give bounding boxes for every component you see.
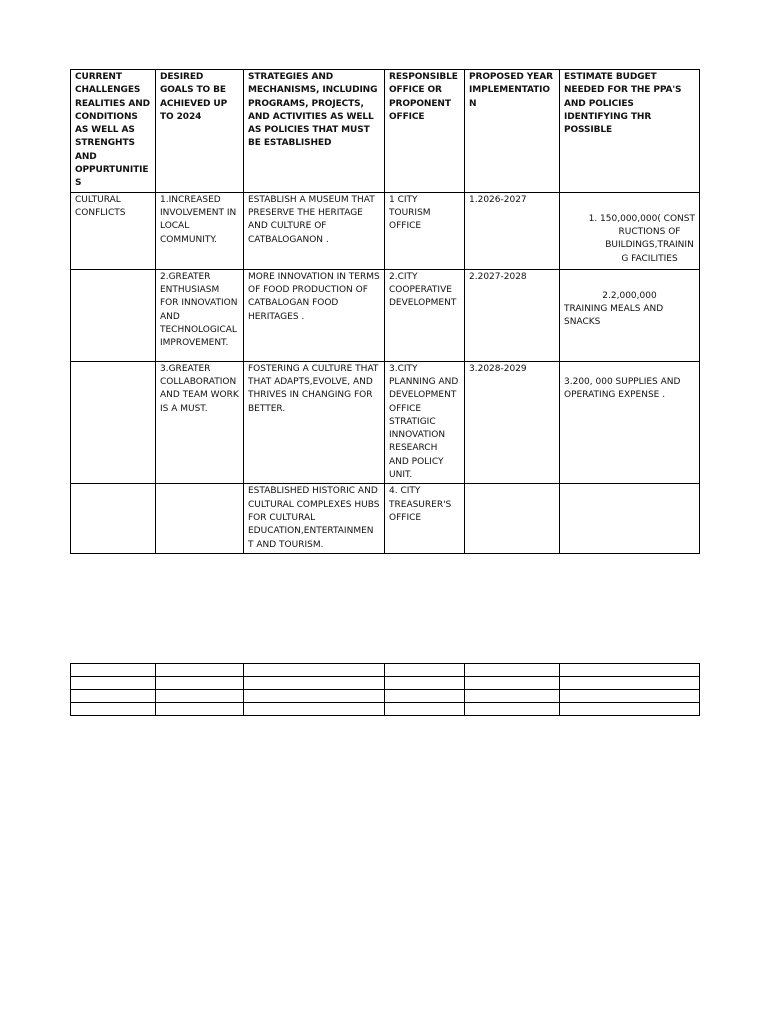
cell-budget: 3.200, 000 SUPPLIES AND OPERATING EXPENSE . [560,361,700,484]
cell-goal: 3.GREATER COLLABORATION AND TEAM WORK IS A MUST. [156,361,244,484]
table-row [71,269,700,361]
empty-table-row [71,690,700,703]
cell-office: 4. CITY TREASURER'S OFFICE [385,484,465,553]
empty-table [70,663,700,716]
cell-goal [156,484,244,553]
cell-office: 2.CITY COOPERATIVE DEVELOPMENT [385,269,465,361]
cell-goal: 2.GREATER ENTHUSIASM FOR INNOVATION AND TECHNOLOGICAL IMPROVEMENT. [156,269,244,361]
cell-challenge [71,484,156,553]
cell-office: 1 CITY TOURISM OFFICE [385,192,465,269]
cell-budget [560,484,700,553]
budget-amount: 2.2,000,000 [602,290,657,301]
cell-office: 3.CITY PLANNING AND DEVELOPMENT OFFICE STRATIGIC INNOVATION RESEARCH AND POLICY UNIT. [385,361,465,484]
cell-year [465,484,560,553]
budget-description: TRAINING MEALS AND SNACKS [564,303,664,328]
cell-year: 1.2026-2027 [465,192,560,269]
cell-year: 3.2028-2029 [465,361,560,484]
empty-table-row [71,664,700,677]
cell-goal: 1.INCREASED INVOLVEMENT IN LOCAL COMMUNITY. [156,192,244,269]
cell-strategy: MORE INNOVATION IN TERMS OF FOOD PRODUCTION OF CATBALOGAN FOOD HERITAGES . [244,269,385,361]
planning-table [70,69,700,554]
header-challenges: CURRENT CHALLENGES REALITIES AND CONDITIONS AS WELL AS STRENGHTS AND OPPURTUNITIES [71,70,156,193]
cell-strategy: FOSTERING A CULTURE THAT THAT ADAPTS,EVOLVE, AND THRIVES IN CHANGING FOR BETTER. [244,361,385,484]
header-strategies: STRATEGIES AND MECHANISMS, INCLUDING PROGRAMS, PROJECTS, AND ACTIVITIES AS WELL AS POLICIES THAT MUST BE ESTABLISHED [244,70,385,193]
budget-description: RUCTIONS OF BUILDINGS,TRAININ G FACILITIES [605,226,694,264]
table-header-row [71,70,700,193]
table-row [71,484,700,553]
table-row [71,361,700,484]
cell-strategy: ESTABLISH A MUSEUM THAT PRESERVE THE HERITAGE AND CULTURE OF CATBALOGANON . [244,192,385,269]
header-office: RESPONSIBLE OFFICE OR PROPONENT OFFICE [385,70,465,193]
cell-challenge: CULTURAL CONFLICTS [71,192,156,269]
header-year: PROPOSED YEAR IMPLEMENTATION [465,70,560,193]
cell-strategy: ESTABLISHED HISTORIC AND CULTURAL COMPLEXES HUBS FOR CULTURAL EDUCATION,ENTERTAINMEN T AND TOURISM. [244,484,385,553]
table-row [71,192,700,269]
cell-challenge [71,361,156,484]
empty-table-row [71,677,700,690]
cell-challenge [71,269,156,361]
budget-amount: 1. 150,000,000( CONST [588,213,695,224]
cell-budget [560,192,700,269]
header-budget: ESTIMATE BUDGET NEEDED FOR THE PPA'S AND POLICIES IDENTIFYING THR POSSIBLE [560,70,700,193]
header-goals: DESIRED GOALS TO BE ACHIEVED UP TO 2024 [156,70,244,193]
cell-year: 2.2027-2028 [465,269,560,361]
cell-budget [560,269,700,361]
empty-table-row [71,703,700,716]
